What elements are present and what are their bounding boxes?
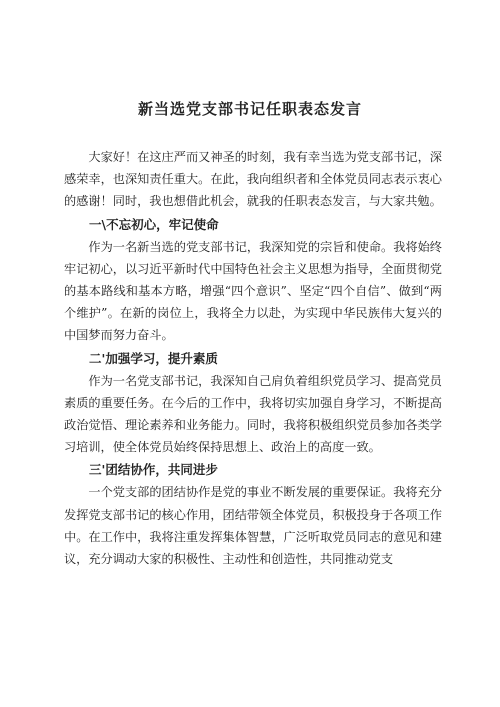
document-title: 新当选党支部书记任职表态发言 bbox=[137, 100, 362, 118]
document-body bbox=[64, 146, 442, 570]
section-paragraph-2: 作为一名党支部书记，我深知自己肩负着组织党员学习、提高党员素质的重要任务。在今后的工作中，我将切实加强自身学习，不断提高政治觉悟、理论素养和业务能力。同时，我将积极组织党员参加各类学习培训，使全体党员始终保持思想上、政治上的高度一致。 bbox=[64, 373, 442, 455]
section-heading-3: 三'团结协作，共同进步 bbox=[89, 462, 218, 478]
section-paragraph-3: 一个党支部的团结协作是党的事业不断发展的重要保证。我将充分发挥党支部书记的核心作用，团结带领全体党员，积极投身于各项工作中。在工作中，我将注重发挥集体智慧，广泛听取党员同志的意见和建议，充分调动大家的积极性、主动性和创造性，共同推动党支 bbox=[64, 485, 442, 567]
intro-paragraph: 大家好！在这庄严而又神圣的时刻，我有幸当选为党支部书记，深感荣幸，也深知责任重大。在此，我向组织者和全体党员同志表示衷心的感谢！同时，我也想借此机会，就我的任职表态发言，与大家共勉。 bbox=[64, 150, 442, 209]
section-heading-2: 二'加强学习，提升素质 bbox=[89, 350, 218, 366]
section-paragraph-1: 作为一名新当选的党支部书记，我深知党的宗旨和使命。我将始终牢记初心，以习近平新时代中国特色社会主义思想为指导，全面贯彻党的基本路线和基本方略，增强“四个意识”、坚定“四个自信”、做到“两个维护”。在新的岗位上，我将全力以赴，为实现中华民族伟大复兴的中国梦而努力奋斗。 bbox=[64, 239, 442, 343]
section-heading-1: 一\不忘初心，牢记使命 bbox=[89, 216, 219, 232]
